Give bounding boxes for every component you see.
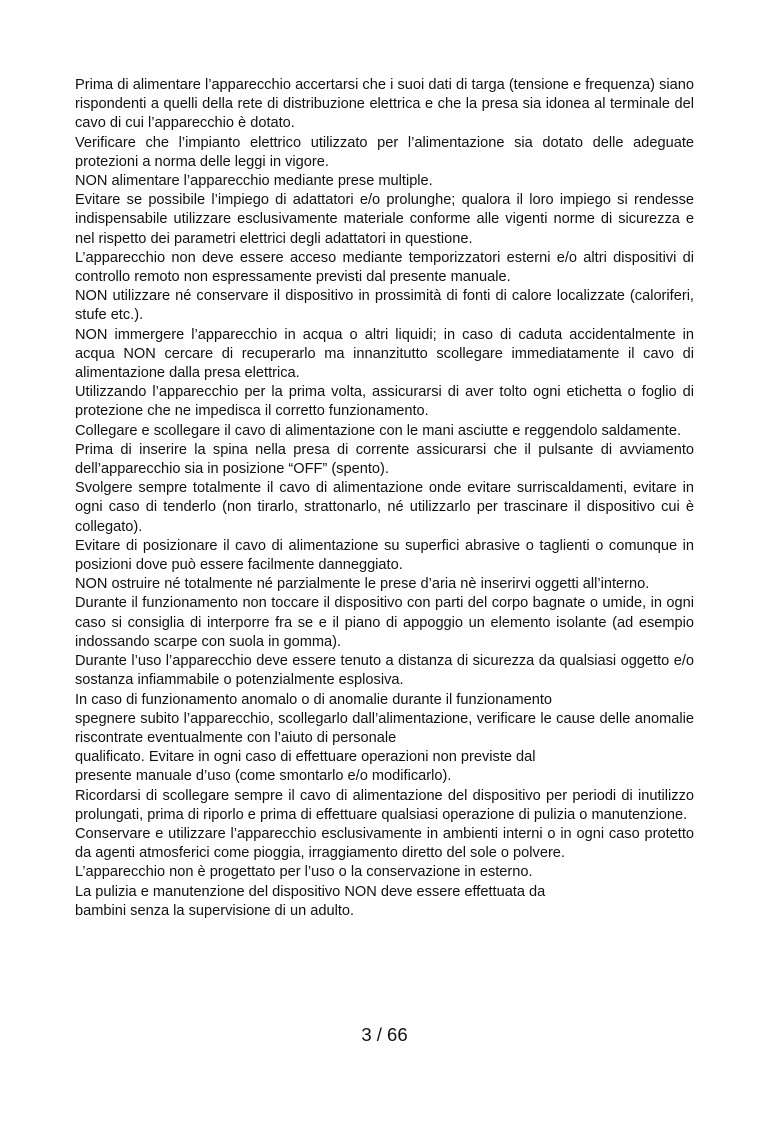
paragraph-pulizia-line2: bambini senza la supervisione di un adulto. <box>75 902 355 919</box>
paragraph-impianto: Verificare che l’impianto elettrico utilizzato per l’alimentazione sia dotato delle adeguate protezioni a norma delle leggi in vigore. <box>75 134 694 170</box>
paragraph-ambienti-interni: Conservare e utilizzare l’apparecchio esclusivamente in ambienti interni o in ogni caso protetto da agenti atmosferici come pioggia, irraggiamento diretto del sole o polvere. <box>75 825 694 862</box>
paragraph-anomalie-line4: presente manuale d’uso (come smontarlo e/o modificarlo). <box>75 768 452 785</box>
paragraph-anomalie-line2: spegnere subito l’apparecchio, scollegarlo dall’alimentazione, verificare le cause delle anomalie riscontrate eventualmente con l’aiuto di personale <box>75 710 694 746</box>
paragraph-pulizia-line1: La pulizia e manutenzione del dispositivo NON deve essere effettuata da <box>75 883 546 900</box>
paragraph-adattatori: Evitare se possibile l’impiego di adattatori e/o prolunghe; qualora il loro impiego si rendesse indispensabile utilizzare esclusivamente materiale conforme alle vigenti norme di sicurezza e nel rispetto dei parametri elettrici degli adattatori in questione. <box>75 192 694 247</box>
paragraph-superfici-abrasive: Evitare di posizionare il cavo di alimentazione su superfici abrasive o taglienti o comunque in posizioni dove può essere facilmente danneggiato. <box>75 537 694 574</box>
paragraph-anomalie-line3: qualificato. Evitare in ogni caso di effettuare operazioni non previste dal <box>75 749 536 766</box>
paragraph-prese-aria: NON ostruire né totalmente né parzialmente le prese d’aria nè inserirvi oggetti all’interno. <box>75 576 650 593</box>
paragraph-targa: Prima di alimentare l’apparecchio accertarsi che i suoi dati di targa (tensione e frequenza) siano rispondenti a quelli della rete di distribuzione elettrica e che la presa sia idonea al terminale del cavo di cui l’apparecchio è dotato. <box>75 77 694 132</box>
paragraph-prese-multiple: NON alimentare l’apparecchio mediante prese multiple. <box>75 173 433 190</box>
paragraph-svolgere-cavo: Svolgere sempre totalmente il cavo di alimentazione onde evitare surriscaldamenti, evitare in ogni caso di tenderlo (non tirarlo, strattonarlo, né utilizzarlo per trascinare il dispositivo cui è collegato). <box>75 480 694 535</box>
page-number: 3 / 66 <box>361 1024 408 1045</box>
paragraph-anomalie-line1: In caso di funzionamento anomalo o di anomalie durante il funzionamento <box>75 691 553 708</box>
paragraph-scollegare: Ricordarsi di scollegare sempre il cavo di alimentazione del dispositivo per periodi di inutilizzo prolungati, prima di riporlo e prima di effettuare qualsiasi operazione di pulizia o manutenzione. <box>75 787 694 823</box>
paragraph-esterno: L’apparecchio non è progettato per l’uso o la conservazione in esterno. <box>75 864 533 881</box>
paragraph-temporizzatori: L’apparecchio non deve essere acceso mediante temporizzatori esterni e/o altri dispositivi di controllo remoto non espressamente previsti dal presente manuale. <box>75 249 694 286</box>
body-text <box>75 76 694 921</box>
paragraph-mani-asciutte: Collegare e scollegare il cavo di alimentazione con le mani asciutte e reggendolo saldamente. <box>75 422 681 439</box>
paragraph-infiammabile: Durante l’uso l’apparecchio deve essere tenuto a distanza di sicurezza da qualsiasi oggetto e/o sostanza infiammabile o potenzialmente esplosiva. <box>75 653 694 689</box>
paragraph-immergere: NON immergere l’apparecchio in acqua o altri liquidi; in caso di caduta accidentalmente in acqua NON cercare di recuperarlo ma innanzitutto scollegare immediatamente il cavo di alimentazione dalla presa elettrica. <box>75 326 694 382</box>
paragraph-fonti-calore: NON utilizzare né conservare il dispositivo in prossimità di fonti di calore localizzate (caloriferi, stufe etc.). <box>75 288 694 324</box>
paragraph-parti-bagnate: Durante il funzionamento non toccare il dispositivo con parti del corpo bagnate o umide, in ogni caso si consiglia di interporre fra se e il piano di appoggio un elemento isolante (ad esempio indossando scarpe con suola in gomma). <box>75 595 694 650</box>
paragraph-prima-volta: Utilizzando l’apparecchio per la prima volta, assicurarsi di aver tolto ogni etichetta o foglio di protezione che ne impedisca il corretto funzionamento. <box>75 384 694 420</box>
paragraph-spina: Prima di inserire la spina nella presa di corrente assicurarsi che il pulsante di avviamento dell’apparecchio sia in posizione “OFF” (spento). <box>75 441 694 478</box>
